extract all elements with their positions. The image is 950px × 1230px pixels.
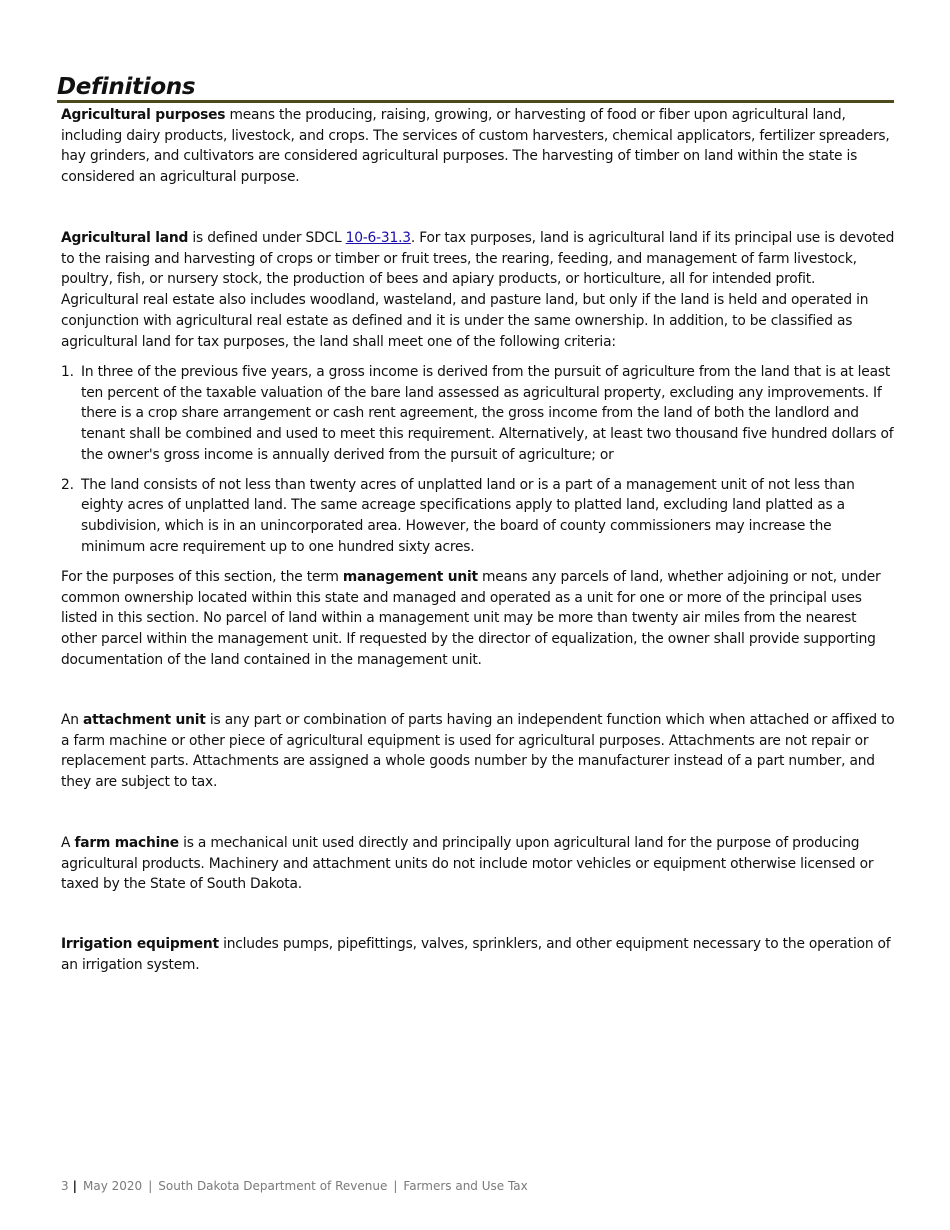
criteria-text: In three of the previous five years, a gross income is derived from the pursuit of agriculture from the land that is at least ten percent of the taxable valuation of the bare land assessed as agricultural property, excluding any improvements. If there is a crop share arrangement or cash rent agreement, the gross income from the land of both the landlord and tenant shall be combined and used to meet this requirement. Alternatively, at least two thousand five hundred dollars of the owner's gross income is annually derived from the pursuit of agriculture; or [81, 364, 894, 463]
footer-date: May 2020 [83, 1179, 143, 1193]
criteria-text: The land consists of not less than twenty acres of unplatted land or is a part of a management unit of not less than eighty acres of unplatted land. The same acreage specifications apply to platted land, excluding land platted as a subdivision, which is in an unincorporated area. However, the board of county commissioners may increase the minimum acre requirement up to one hundred sixty acres. [81, 476, 855, 555]
definition-management-unit [61, 567, 896, 671]
footer-separator: | [148, 1179, 153, 1193]
footer-publication: Farmers and Use Tax [403, 1179, 528, 1193]
footer-organization: South Dakota Department of Revenue [158, 1179, 388, 1193]
definition-text: is a mechanical unit used directly and principally upon agricultural land for the purpose of producing agricultural products. Machinery and attachment units do not include motor vehicles or equipment otherwise licensed or taxed by the State of South Dakota. [61, 835, 874, 893]
sdcl-link[interactable]: 10-6-31.3 [345, 230, 411, 246]
title-underline [57, 100, 894, 103]
definition-text: means any parcels of land, whether adjoining or not, under common ownership located within this state and managed and operated as a unit for one or more of the principal uses listed in this section. No parcel of land within a management unit may be more than twenty air miles from the nearest other parcel within the management unit. If requested by the director of equalization, the owner shall provide supporting documentation of the land contained in the management unit. [61, 569, 881, 668]
term-irrigation-equipment: Irrigation equipment [61, 936, 219, 952]
criteria-number: 2. [61, 476, 74, 493]
criteria-list [61, 362, 896, 557]
definition-agricultural-purposes [61, 105, 896, 188]
page-title: Definitions [57, 74, 196, 100]
definition-text: includes pumps, pipefittings, valves, sprinklers, and other equipment necessary to the operation of an irrigation system. [61, 936, 891, 973]
criteria-item [61, 475, 896, 558]
definition-text: A [61, 835, 75, 851]
definition-farm-machine [61, 833, 896, 895]
definition-text: means the producing, raising, growing, or harvesting of food or fiber upon agricultural land, including dairy products, livestock, and crops. The services of custom harvesters, chemical applicators, fertilizer spreaders, hay grinders, and cultivators are considered agricultural purposes. The harvesting of timber on land within the state is considered an agricultural purpose. [61, 107, 890, 186]
term-management-unit: management unit [342, 569, 478, 585]
definition-text: For the purposes of this section, the term [61, 569, 343, 585]
definition-text: . For tax purposes, land is agricultural land if its principal use is devoted to the raising and harvesting of crops or timber or fruit trees, the rearing, feeding, and management of farm livestock, poultry, fish, or nursery stock, the production of bees and apiary products, or horticulture, all for intended profit. Agricultural real estate also includes woodland, wasteland, and pasture land, but only if the land is held and operated in conjunction with agricultural real estate as defined and it is under the same ownership. In addition, to be classified as agricultural land for tax purposes, the land shall meet one of the following criteria: [61, 230, 895, 350]
footer-separator: | [393, 1179, 398, 1193]
term-farm-machine: farm machine [74, 835, 179, 851]
definition-attachment-unit [61, 710, 896, 793]
definition-irrigation-equipment [61, 934, 896, 975]
definition-text: An [61, 712, 83, 728]
criteria-item [61, 362, 896, 466]
definition-text: is any part or combination of parts having an independent function which when attached or affixed to a farm machine or other piece of agricultural equipment is used for agricultural purposes. Attachments are not repair or replacement parts. Attachments are assigned a whole goods number by the manufacturer instead of a part number, and they are subject to tax. [61, 712, 895, 791]
term-attachment-unit: attachment unit [82, 712, 206, 728]
footer-page-number: 3 [61, 1179, 69, 1193]
definition-text: is defined under SDCL [188, 230, 346, 246]
term-agricultural-purposes: Agricultural purposes [61, 107, 226, 123]
criteria-number: 1. [61, 364, 74, 380]
page-footer [61, 1179, 528, 1193]
footer-divider: | [72, 1179, 78, 1193]
term-agricultural-land: Agricultural land [61, 230, 189, 246]
definition-agricultural-land [61, 228, 896, 352]
